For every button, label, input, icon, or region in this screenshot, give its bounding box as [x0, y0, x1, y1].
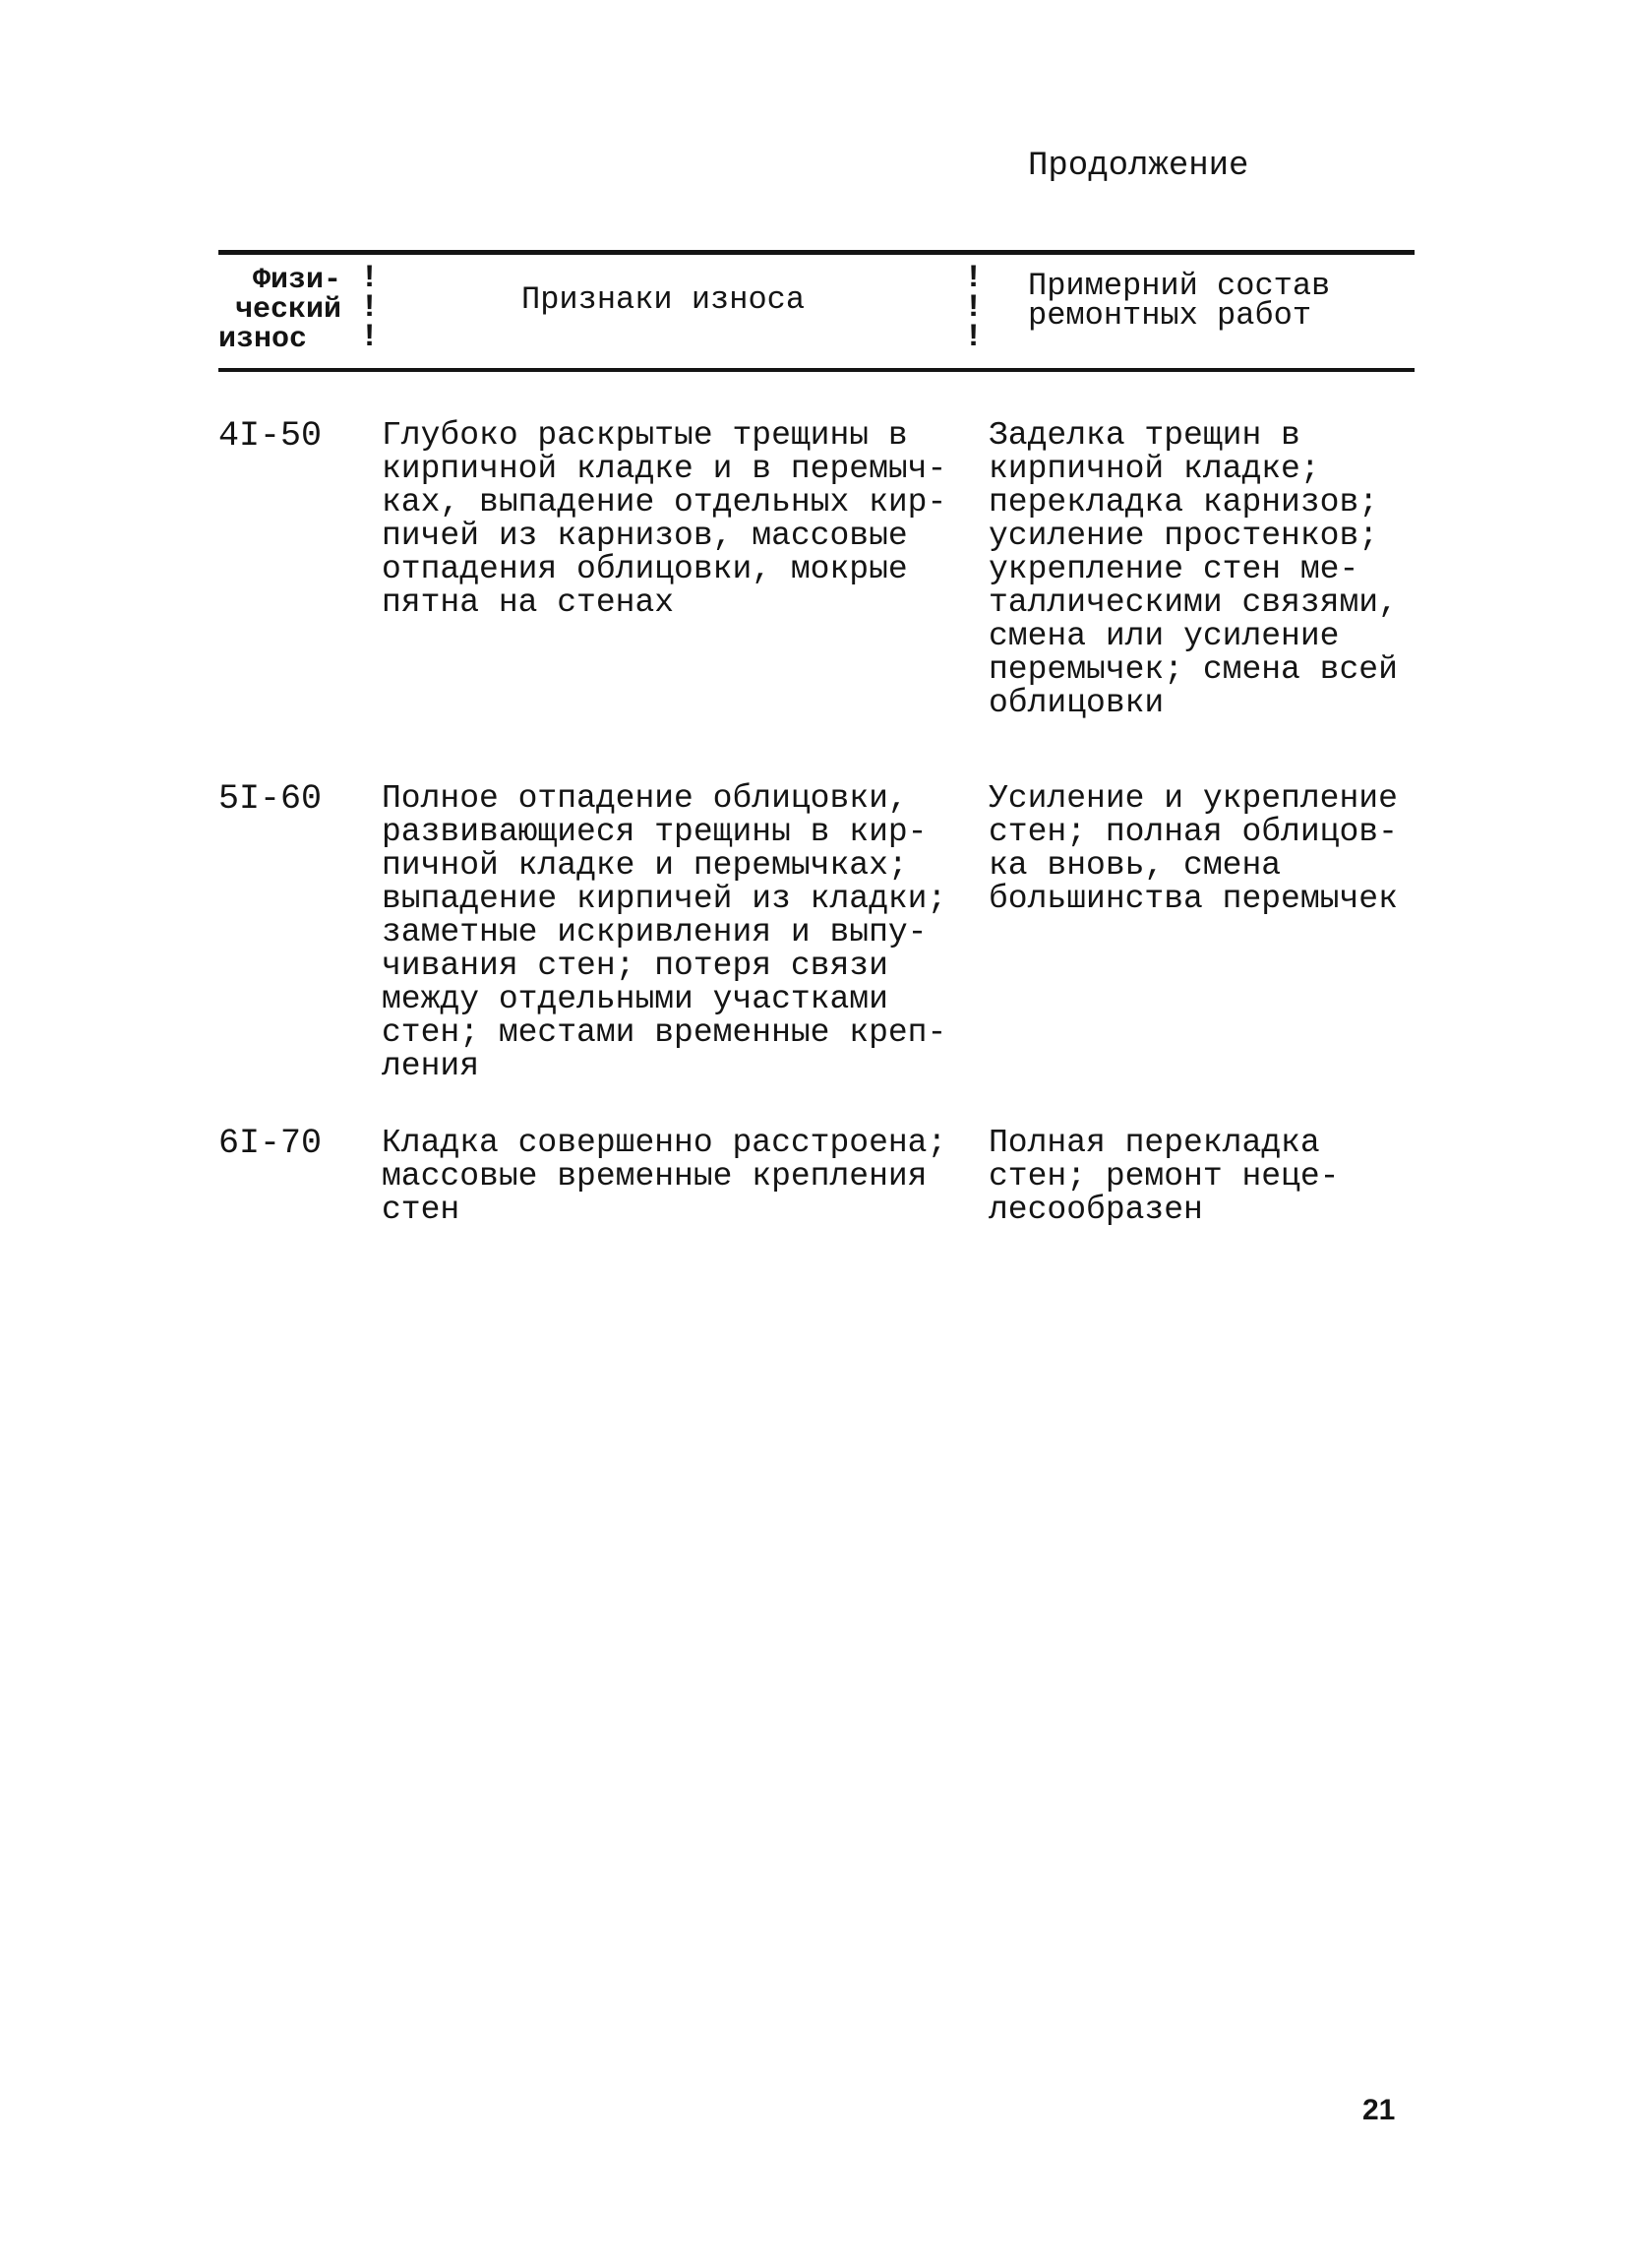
- wear-range-cell: 4I-50: [218, 416, 323, 456]
- header-wear-signs: Признаки износа: [521, 281, 806, 318]
- continuation-label: Продолжение: [1028, 148, 1249, 185]
- repair-works-cell: Полная перекладка стен; ремонт неце- лесообразен: [989, 1125, 1340, 1228]
- page-number: 21: [1362, 2094, 1396, 2126]
- separator-glyph: !: [360, 289, 380, 326]
- separator-glyph: !: [964, 289, 984, 326]
- wear-signs-cell: Глубоко раскрытые трещины в кирпичной кладке и в перемыч- ках, выпадение отдельных кир- пичей из карнизов, массовые отпадения облицовки, мокрые пятна на стенах: [382, 417, 947, 621]
- column-separator: [360, 260, 380, 355]
- table-header-rule: [218, 368, 1415, 372]
- column-separator: [964, 260, 984, 355]
- wear-signs-cell: Полное отпадение облицовки, развивающиеся трещины в кир- пичной кладке и перемычках; выпадение кирпичей из кладки; заметные искривления и выпу- чивания стен; потеря связи между отдельными участками стен; местами временные креп- ления: [382, 780, 947, 1084]
- header-repair-works: [1028, 268, 1331, 334]
- separator-glyph: !: [360, 260, 380, 296]
- header-wear-line: ческий: [234, 293, 341, 327]
- wear-range-cell: 6I-70: [218, 1124, 323, 1163]
- header-physical-wear: [218, 266, 341, 354]
- table-top-rule: [218, 250, 1415, 255]
- repair-works-cell: Усиление и укрепление стен; полная облицов- ка вновь, смена большинства перемычек: [989, 780, 1398, 917]
- separator-glyph: !: [964, 260, 984, 296]
- separator-glyph: !: [360, 319, 380, 355]
- repair-works-cell: Заделка трещин в кирпичной кладке; перекладка карнизов; усиление простенков; укрепление стен ме- таллическими связями, смена или усиление перемычек; смена всей облицовки: [989, 417, 1398, 721]
- separator-glyph: !: [964, 319, 984, 355]
- header-wear-line: Физи-: [252, 264, 341, 297]
- header-wear-line: износ: [218, 323, 308, 356]
- wear-range-cell: 5I-60: [218, 779, 323, 819]
- header-works-line: Примерний состав: [1028, 268, 1331, 304]
- wear-signs-cell: Кладка совершенно расстроена; массовые временные крепления стен: [382, 1125, 947, 1228]
- header-works-line: ремонтных работ: [1028, 297, 1312, 334]
